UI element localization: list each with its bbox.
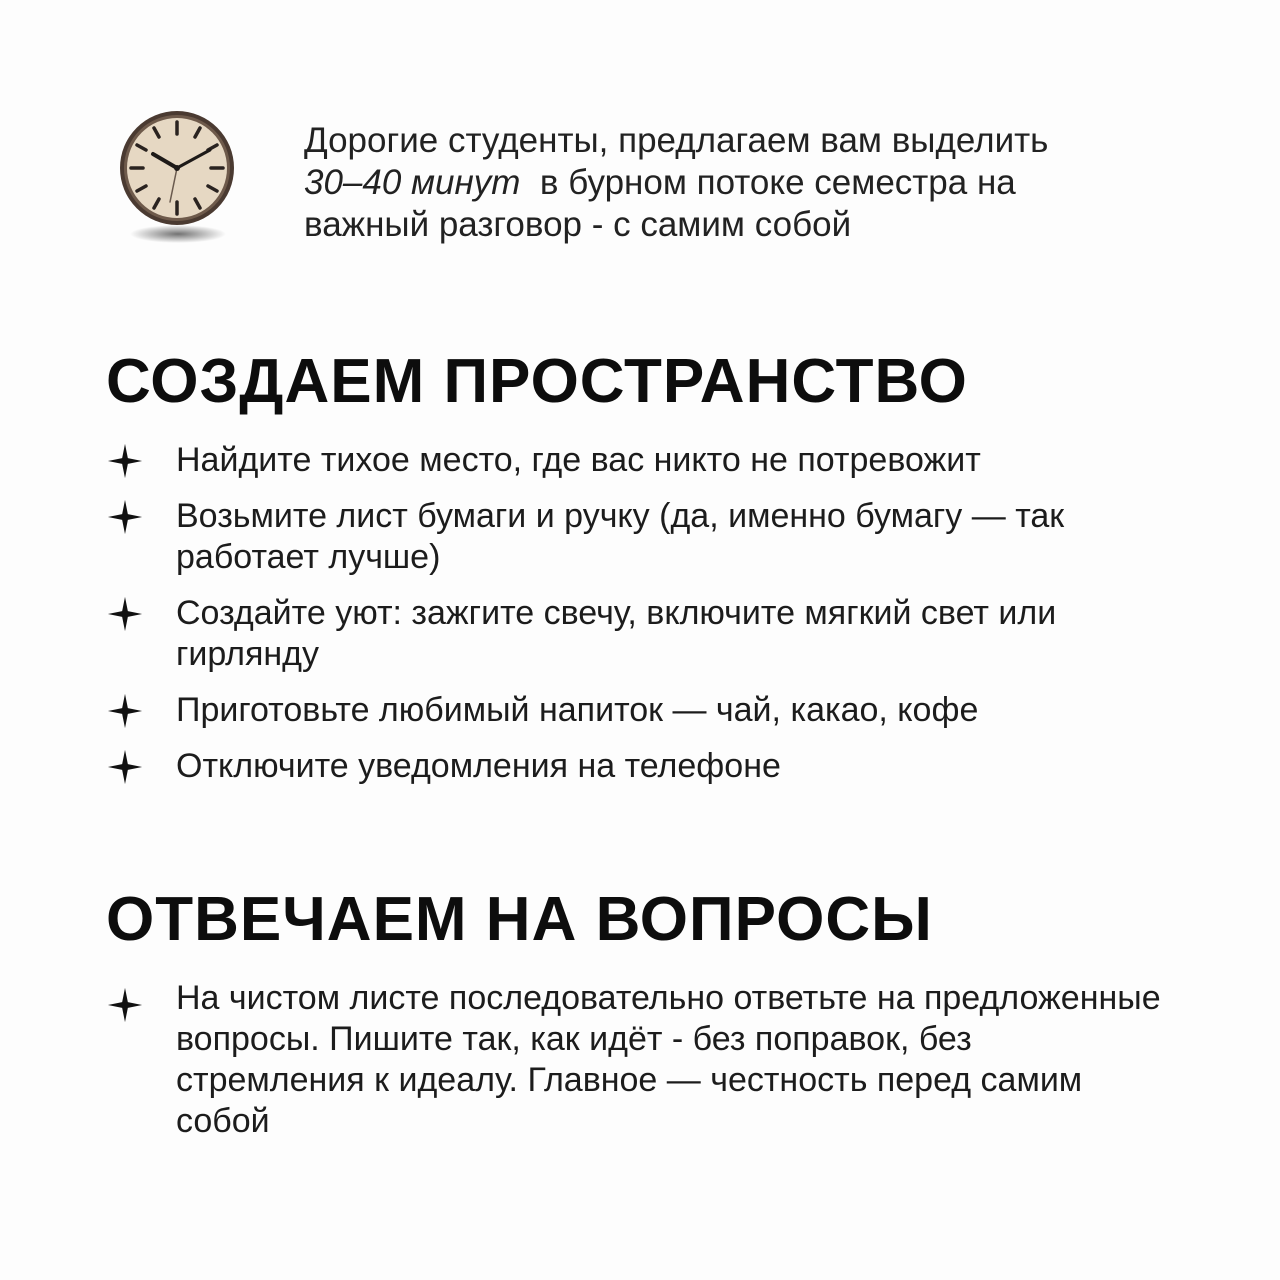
list-item — [106, 593, 1186, 675]
instructions-list — [106, 978, 1186, 1142]
list-item-text: На чистом листе последовательно ответьте на предложенные вопросы. Пишите так, как идёт - без поправок, без стремления к идеалу. Главное — честность перед самим собой — [176, 979, 1161, 1140]
four-point-star-icon — [106, 746, 176, 787]
list-item-text: Приготовьте любимый напиток — чай, какао, кофе — [176, 691, 979, 729]
list-item-text: Создайте уют: зажгите свечу, включите мягкий свет или гирлянду — [176, 594, 1057, 673]
list-item — [106, 690, 1186, 731]
four-point-star-icon — [106, 690, 176, 731]
list-item-text: Отключите уведомления на телефоне — [176, 747, 781, 785]
clock-icon — [118, 108, 236, 248]
intro-line-1: Дорогие студенты, предлагаем вам выделить — [304, 121, 1049, 160]
section-answer-questions — [106, 884, 1186, 1157]
four-point-star-icon — [106, 984, 176, 1025]
section-title: СОЗДАЕМ ПРОСТРАНСТВО — [106, 347, 968, 416]
list-item-text: Найдите тихое место, где вас никто не потревожит — [176, 441, 981, 479]
intro-line-3: важный разговор - с самим собой — [304, 205, 852, 244]
four-point-star-icon — [106, 440, 176, 481]
list-item — [106, 978, 1186, 1142]
intro-block — [118, 108, 1124, 248]
list-item — [106, 440, 1186, 481]
section-title: ОТВЕЧАЕМ НА ВОПРОСЫ — [106, 885, 933, 954]
intro-line-2 — [304, 162, 1124, 204]
list-item-text: Возьмите лист бумаги и ручку (да, именно бумагу — так работает лучше) — [176, 497, 1065, 576]
intro-text — [304, 120, 1124, 246]
four-point-star-icon — [106, 496, 176, 537]
list-item — [106, 496, 1186, 578]
intro-line-2-rest: в бурном потоке семестра на — [539, 163, 1016, 202]
intro-highlight: 30–40 минут — [304, 163, 521, 202]
checklist — [106, 440, 1186, 787]
four-point-star-icon — [106, 593, 176, 634]
list-item — [106, 746, 1186, 787]
section-create-space — [106, 346, 1186, 802]
